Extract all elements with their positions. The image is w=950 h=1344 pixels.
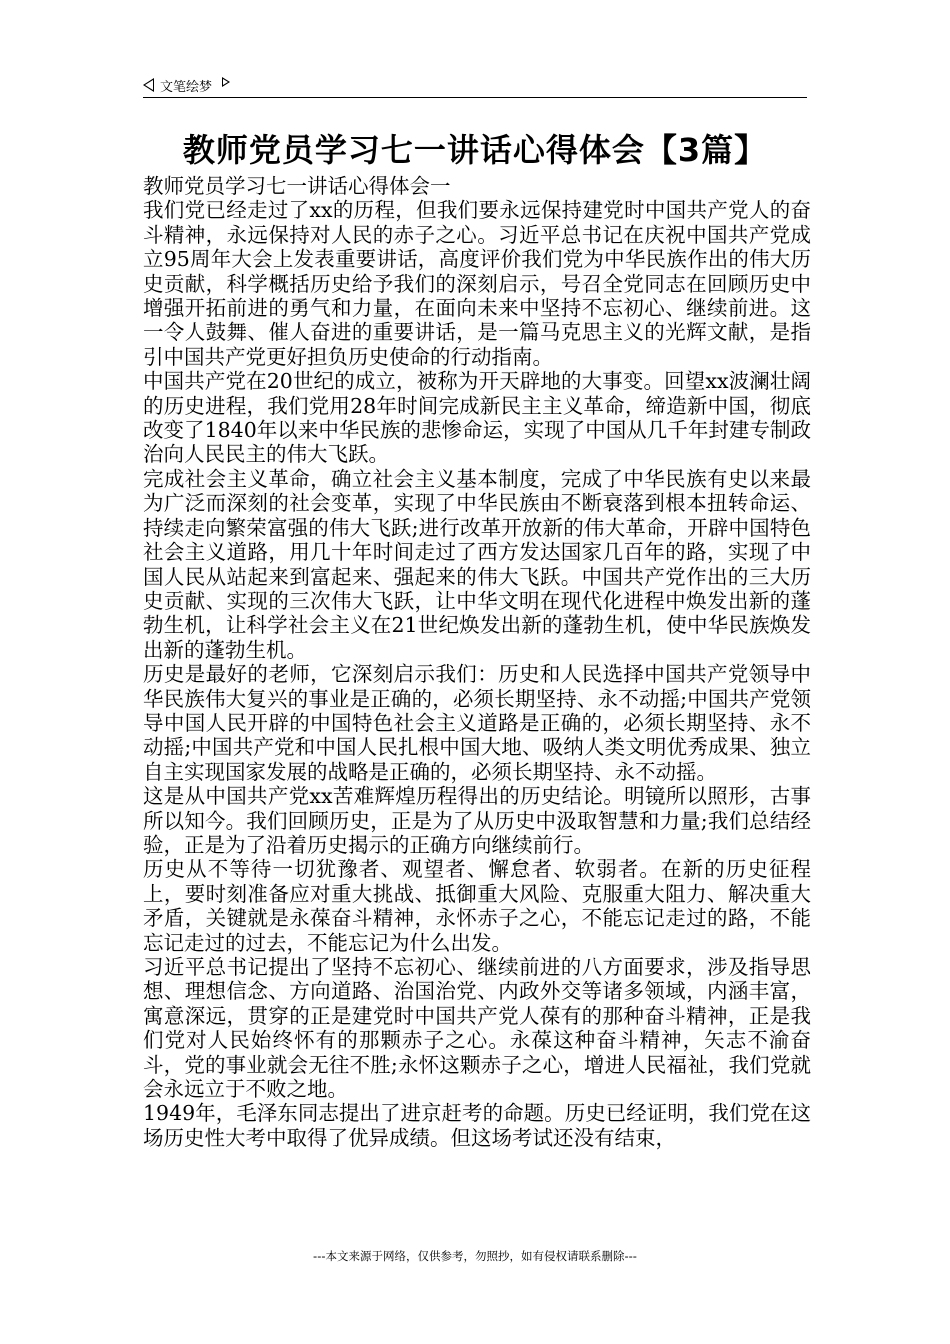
paragraph: 历史是最好的老师，它深刻启示我们：历史和人民选择中国共产党领导中华民族伟大复兴的事业是正确的，必须长期坚持、永不动摇;中国共产党领导中国人民开辟的中国特色社会主义道路是正确的，必须长期坚持、永不动摇;中国共产党和中国人民扎根中国大地、吸纳人类文明优秀成果、独立自主实现国家发展的战略是正确的，必须长期坚持、永不动摇。 — [143, 662, 811, 784]
header-brand: 文笔绘梦 — [160, 79, 213, 95]
paragraph: 我们党已经走过了xx的历程，但我们要永远保持建党时中国共产党人的奋斗精神，永远保持对人民的赤子之心。习近平总书记在庆祝中国共产党成立95周年大会上发表重要讲话，高度评价我们党为中华民族作出的伟大历史贡献，科学概括历史给予我们的深刻启示，号召全党同志在回顾历史中增强开拓前进的勇气和力量，在面向未来中坚持不忘初心、继续前进。这一令人鼓舞、催人奋进的重要讲话，是一篇马克思主义的光辉文献，是指引中国共产党更好担负历史使命的行动指南。 — [143, 198, 811, 369]
paragraph: 习近平总书记提出了坚持不忘初心、继续前进的八方面要求，涉及指导思想、理想信念、方向道路、治国治党、内政外交等诸多领域，内涵丰富，寓意深远，贯穿的正是建党时中国共产党人葆有的那种奋斗精神，正是我们党对人民始终怀有的那颗赤子之心。永葆这种奋斗精神，矢志不渝奋斗，党的事业就会无往不胜;永怀这颗赤子之心，增进人民福祉，我们党就会永远立于不败之地。 — [143, 955, 811, 1102]
triangle-right-icon — [222, 77, 230, 87]
section-heading: 教师党员学习七一讲话心得体会一 — [143, 174, 451, 198]
paragraph: 完成社会主义革命，确立社会主义基本制度，完成了中华民族有史以来最为广泛而深刻的社会变革，实现了中华民族由不断衰落到根本扭转命运、持续走向繁荣富强的伟大飞跃;进行改革开放新的伟大革命，开辟中国特色社会主义道路，用几十年时间走过了西方发达国家几百年的路，实现了中国人民从站起来到富起来、强起来的伟大飞跃。中国共产党作出的三大历史贡献、实现的三次伟大飞跃，让中华文明在现代化进程中焕发出新的蓬勃生机，让科学社会主义在21世纪焕发出新的蓬勃生机，使中华民族焕发出新的蓬勃生机。 — [143, 466, 811, 662]
paragraph: 中国共产党在20世纪的成立，被称为开天辟地的大事变。回望xx波澜壮阔的历史进程，我们党用28年时间完成新民主主义革命，缔造新中国，彻底改变了1840年以来中华民族的悲惨命运，实现了中国从几千年封建专制政治向人民民主的伟大飞跃。 — [143, 369, 811, 467]
document-title: 教师党员学习七一讲话心得体会【3篇】 — [182, 131, 768, 169]
header-divider — [143, 97, 807, 98]
paragraph: 这是从中国共产党xx苦难辉煌历程得出的历史结论。明镜所以照形，古事所以知今。我们回顾历史，正是为了从历史中汲取智慧和力量;我们总结经验，正是为了沿着历史揭示的正确方向继续前行。 — [143, 784, 811, 857]
paragraph: 1949年，毛泽东同志提出了进京赶考的命题。历史已经证明，我们党在这场历史性大考中取得了优异成绩。但这场考试还没有结束， — [143, 1101, 811, 1150]
page-header — [143, 73, 807, 97]
paragraph: 历史从不等待一切犹豫者、观望者、懈怠者、软弱者。在新的历史征程上，要时刻准备应对重大挑战、抵御重大风险、克服重大阻力、解决重大矛盾，关键就是永葆奋斗精神，永怀赤子之心，不能忘记走过的路，不能忘记走过的过去，不能忘记为什么出发。 — [143, 857, 811, 955]
footer-notice: ---本文来源于网络，仅供参考，勿照抄，如有侵权请联系删除--- — [313, 1249, 637, 1263]
document-body — [143, 174, 811, 1150]
triangle-left-icon — [143, 78, 154, 92]
